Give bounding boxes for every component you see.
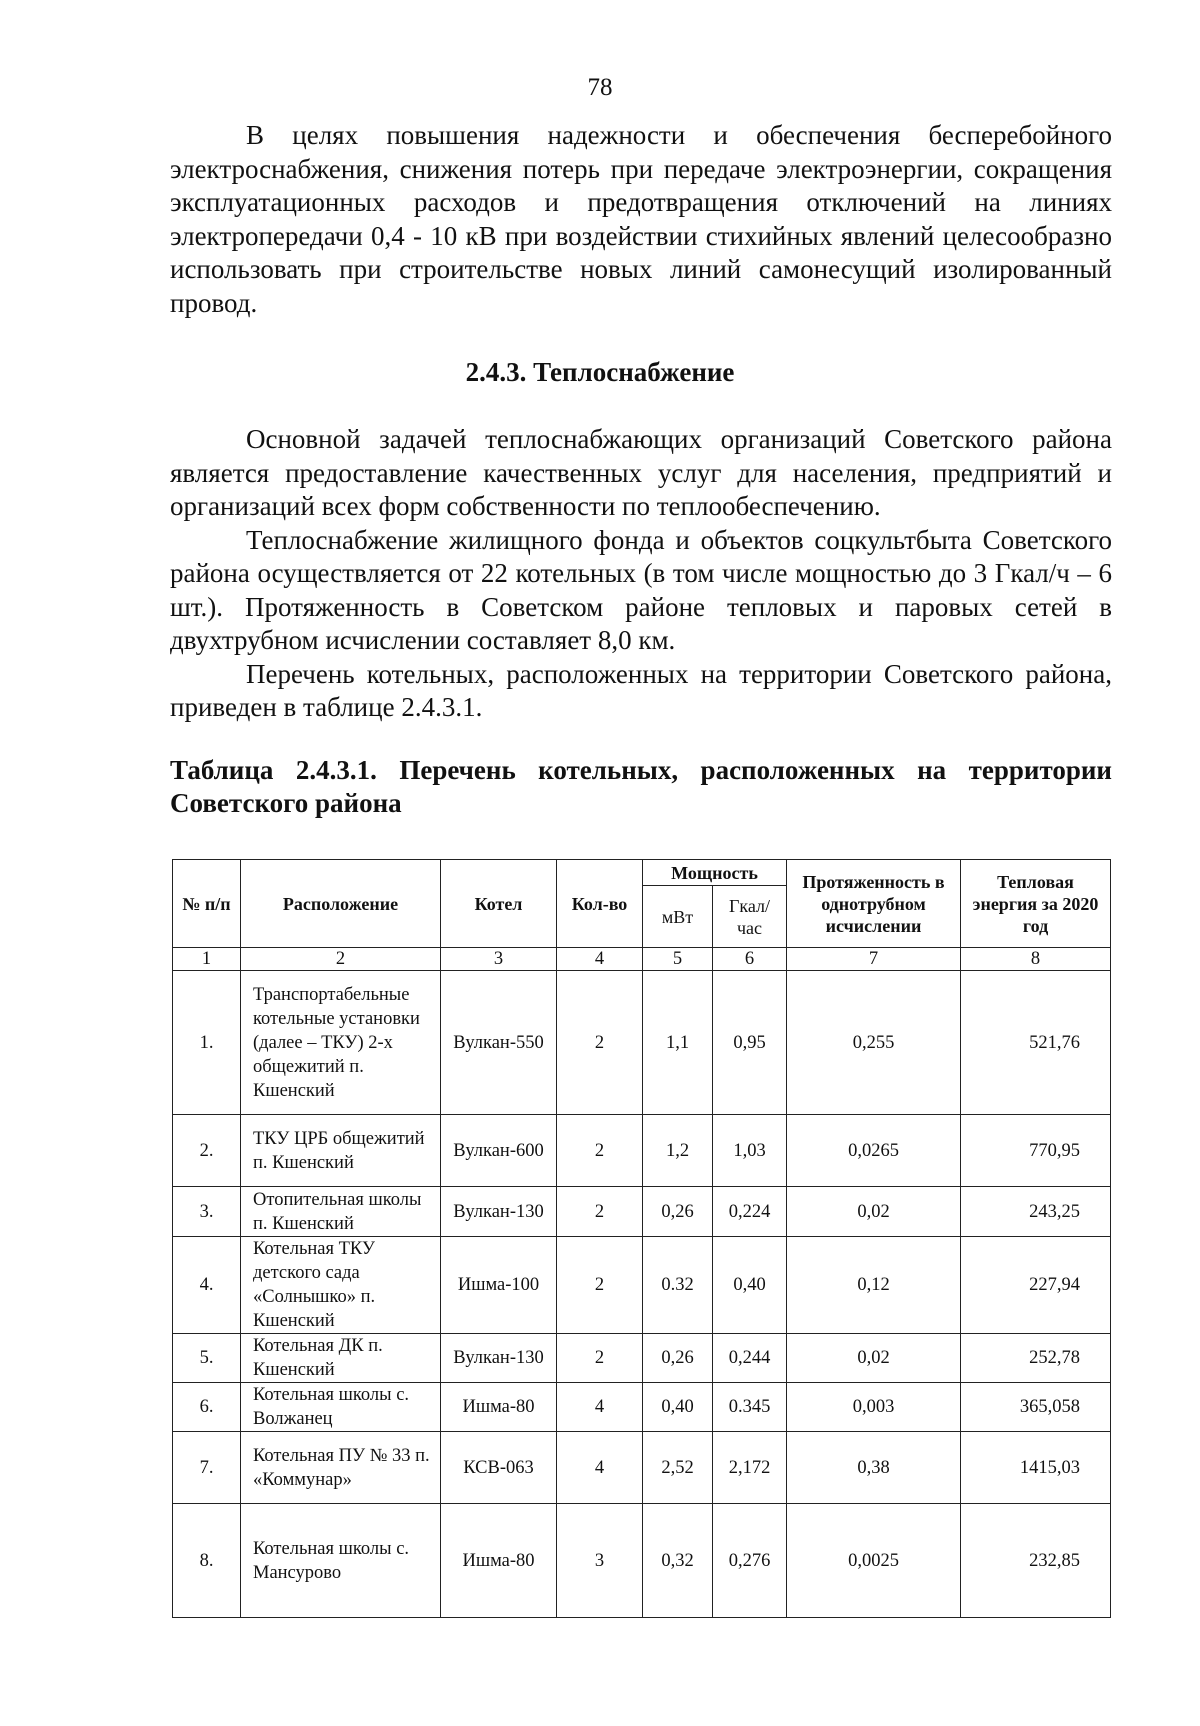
column-number: 6 xyxy=(713,948,787,971)
cell-num: 2. xyxy=(173,1115,241,1187)
cell-energy: 1415,03 xyxy=(961,1432,1111,1504)
cell-location: Транспортабельные котельные установки (далее – ТКУ) 2-х общежитий п. Кшенский xyxy=(241,971,441,1115)
cell-num: 6. xyxy=(173,1383,241,1432)
cell-mw: 1,1 xyxy=(643,971,713,1115)
table-row xyxy=(173,1237,1111,1334)
cell-count: 2 xyxy=(557,1237,643,1334)
table-row xyxy=(173,1187,1111,1237)
section-paragraph: Перечень котельных, расположенных на территории Советского района, приведен в таблице 2.4.3.1. xyxy=(170,658,1112,722)
cell-boiler: Ишма-80 xyxy=(441,1504,557,1618)
cell-mw: 0,26 xyxy=(643,1334,713,1383)
cell-num: 5. xyxy=(173,1334,241,1383)
cell-energy: 232,85 xyxy=(961,1504,1111,1618)
table-row xyxy=(173,1383,1111,1432)
cell-num: 8. xyxy=(173,1504,241,1618)
cell-gcal: 0,244 xyxy=(713,1334,787,1383)
cell-length: 0,255 xyxy=(787,971,961,1115)
column-number: 8 xyxy=(961,948,1111,971)
cell-location: Котельная ДК п. Кшенский xyxy=(241,1334,441,1383)
cell-mw: 1,2 xyxy=(643,1115,713,1187)
cell-num: 1. xyxy=(173,971,241,1115)
header-count: Кол-во xyxy=(557,860,643,948)
cell-location: Котельная школы с. Мансурово xyxy=(241,1504,441,1618)
cell-length: 0,02 xyxy=(787,1187,961,1237)
header-num: № п/п xyxy=(173,860,241,948)
cell-gcal: 0,276 xyxy=(713,1504,787,1618)
cell-boiler: Ишма-100 xyxy=(441,1237,557,1334)
header-power: Мощность xyxy=(643,860,787,886)
cell-num: 4. xyxy=(173,1237,241,1334)
header-power-mw: мВт xyxy=(643,886,713,948)
cell-location: Отопительная школы п. Кшенский xyxy=(241,1187,441,1237)
column-number: 7 xyxy=(787,948,961,971)
cell-count: 4 xyxy=(557,1383,643,1432)
header-boiler: Котел xyxy=(441,860,557,948)
cell-count: 2 xyxy=(557,1334,643,1383)
intro-paragraph: В целях повышения надежности и обеспечения бесперебойного электроснабжения, снижения потерь при передаче электроэнергии, сокращения эксплуатационных расходов и предотвращения отключений на линиях электропередачи 0,4 - 10 кВ при воздействии стихийных явлений целесообразно использовать при строительстве новых линий самонесущий изолированный провод. xyxy=(170,120,1112,318)
cell-mw: 0,32 xyxy=(643,1504,713,1618)
cell-energy: 252,78 xyxy=(961,1334,1111,1383)
column-number-row xyxy=(173,948,1111,971)
cell-length: 0,02 xyxy=(787,1334,961,1383)
cell-count: 3 xyxy=(557,1504,643,1618)
column-number: 3 xyxy=(441,948,557,971)
table-row xyxy=(173,1504,1111,1618)
table-caption: Таблица 2.4.3.1. Перечень котельных, расположенных на территории Советского района xyxy=(170,755,1112,818)
cell-count: 2 xyxy=(557,1187,643,1237)
header-length: Протяженность в однотрубном исчислении xyxy=(787,860,961,948)
column-number: 5 xyxy=(643,948,713,971)
cell-location: Котельная ТКУ детского сада «Солнышко» п. Кшенский xyxy=(241,1237,441,1334)
boiler-table xyxy=(172,859,1111,1618)
cell-gcal: 0,224 xyxy=(713,1187,787,1237)
cell-boiler: Ишма-80 xyxy=(441,1383,557,1432)
intro-paragraph-block xyxy=(170,119,1112,320)
cell-gcal: 1,03 xyxy=(713,1115,787,1187)
cell-gcal: 0.345 xyxy=(713,1383,787,1432)
cell-num: 7. xyxy=(173,1432,241,1504)
cell-energy: 521,76 xyxy=(961,971,1111,1115)
header-energy: Тепловая энергия за 2020 год xyxy=(961,860,1111,948)
page-number: 78 xyxy=(587,74,613,101)
cell-gcal: 0,95 xyxy=(713,971,787,1115)
column-number: 2 xyxy=(241,948,441,971)
cell-energy: 227,94 xyxy=(961,1237,1111,1334)
cell-boiler: Вулкан-130 xyxy=(441,1334,557,1383)
cell-num: 3. xyxy=(173,1187,241,1237)
cell-length: 0,12 xyxy=(787,1237,961,1334)
header-power-gcal: Гкал/ час xyxy=(713,886,787,948)
cell-length: 0,0025 xyxy=(787,1504,961,1618)
cell-length: 0,0265 xyxy=(787,1115,961,1187)
cell-length: 0,38 xyxy=(787,1432,961,1504)
section-paragraph: Теплоснабжение жилищного фонда и объектов соцкультбыта Советского района осуществляется от 22 котельных (в том числе мощностью до 3 Гкал/ч – 6 шт.). Протяженность в Советском районе тепловых и паровых сетей в двухтрубном исчислении составляет 8,0 км. xyxy=(170,524,1112,655)
cell-location: Котельная школы с. Волжанец xyxy=(241,1383,441,1432)
cell-count: 2 xyxy=(557,1115,643,1187)
table-row xyxy=(173,1432,1111,1504)
cell-mw: 0,40 xyxy=(643,1383,713,1432)
column-number: 1 xyxy=(173,948,241,971)
cell-mw: 0,26 xyxy=(643,1187,713,1237)
cell-mw: 2,52 xyxy=(643,1432,713,1504)
cell-boiler: КСВ-063 xyxy=(441,1432,557,1504)
section-paragraph: Основной задачей теплоснабжающих организаций Советского района является предоставление качественных услуг для населения, предприятий и организаций всех форм собственности по теплообеспечению. xyxy=(170,424,1112,521)
cell-boiler: Вулкан-130 xyxy=(441,1187,557,1237)
cell-length: 0,003 xyxy=(787,1383,961,1432)
cell-count: 4 xyxy=(557,1432,643,1504)
cell-location: Котельная ПУ № 33 п. «Коммунар» xyxy=(241,1432,441,1504)
section-body xyxy=(170,423,1112,725)
table-row xyxy=(173,971,1111,1115)
column-number: 4 xyxy=(557,948,643,971)
cell-gcal: 0,40 xyxy=(713,1237,787,1334)
cell-boiler: Вулкан-600 xyxy=(441,1115,557,1187)
cell-location: ТКУ ЦРБ общежитий п. Кшенский xyxy=(241,1115,441,1187)
cell-gcal: 2,172 xyxy=(713,1432,787,1504)
header-location: Расположение xyxy=(241,860,441,948)
cell-energy: 770,95 xyxy=(961,1115,1111,1187)
table-row xyxy=(173,1334,1111,1383)
table-row xyxy=(173,1115,1111,1187)
cell-mw: 0.32 xyxy=(643,1237,713,1334)
cell-count: 2 xyxy=(557,971,643,1115)
cell-boiler: Вулкан-550 xyxy=(441,971,557,1115)
cell-energy: 365,058 xyxy=(961,1383,1111,1432)
cell-energy: 243,25 xyxy=(961,1187,1111,1237)
section-heading: 2.4.3. Теплоснабжение xyxy=(465,357,735,387)
